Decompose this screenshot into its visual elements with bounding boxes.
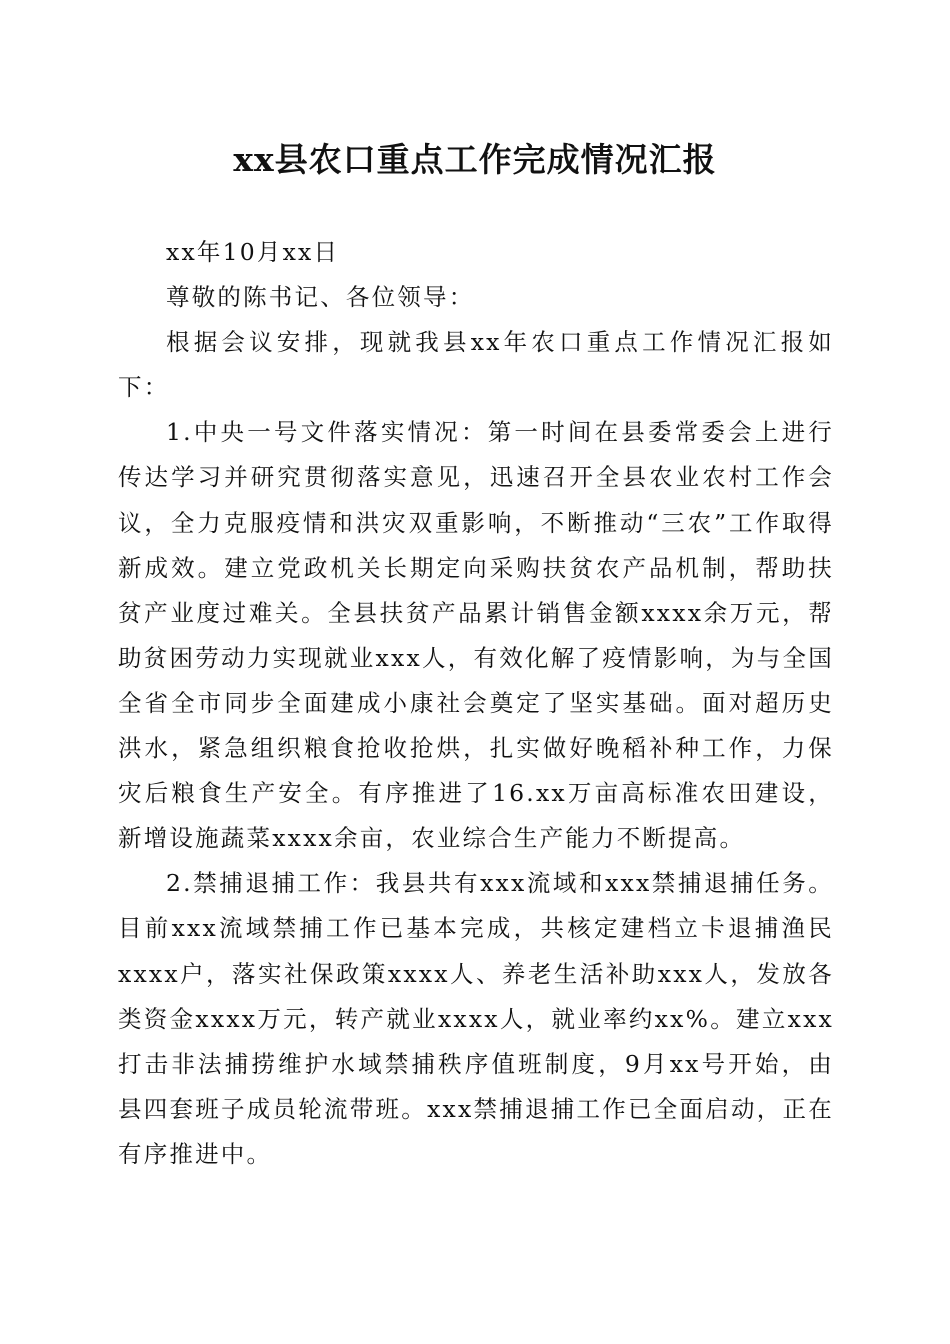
section-1-paragraph: 1.中央一号文件落实情况：第一时间在县委常委会上进行传达学习并研究贯彻落实意见，迅速召开全县农业农村工作会议，全力克服疫情和洪灾双重影响，不断推动“三农”工作取得新成效。建立党政机关长期定向采购扶贫农产品机制，帮助扶贫产业度过难关。全县扶贫产品累计销售金额xxxx余万元，帮助贫困劳动力实现就业xxx人，有效化解了疫情影响，为与全国全省全市同步全面建成小康社会奠定了坚实基础。面对超历史洪水，紧急组织粮食抢收抢烘，扎实做好晚稻补种工作，力保灾后粮食生产安全。有序推进了16.xx万亩高标准农田建设，新增设施蔬菜xxxx余亩，农业综合生产能力不断提高。	[118, 418, 834, 853]
document-title: xx县农口重点工作完成情况汇报	[233, 140, 717, 179]
document-body	[118, 230, 834, 1177]
section-2-paragraph: 2.禁捕退捕工作：我县共有xxx流域和xxx禁捕退捕任务。目前xxx流域禁捕工作已基本完成，共核定建档立卡退捕渔民xxxx户，落实社保政策xxxx人、养老生活补助xxx人，发放各类资金xxxx万元，转产就业xxxx人，就业率约xx%。建立xxx打击非法捕捞维护水域禁捕秩序值班制度，9月xx号开始，由县四套班子成员轮流带班。xxx禁捕退捕工作已全面启动，正在有序推进中。	[118, 869, 834, 1168]
intro-paragraph: 根据会议安排，现就我县xx年农口重点工作情况汇报如下：	[118, 328, 834, 402]
report-date: xx年10月xx日	[166, 238, 340, 266]
salutation: 尊敬的陈书记、各位领导：	[166, 283, 475, 312]
